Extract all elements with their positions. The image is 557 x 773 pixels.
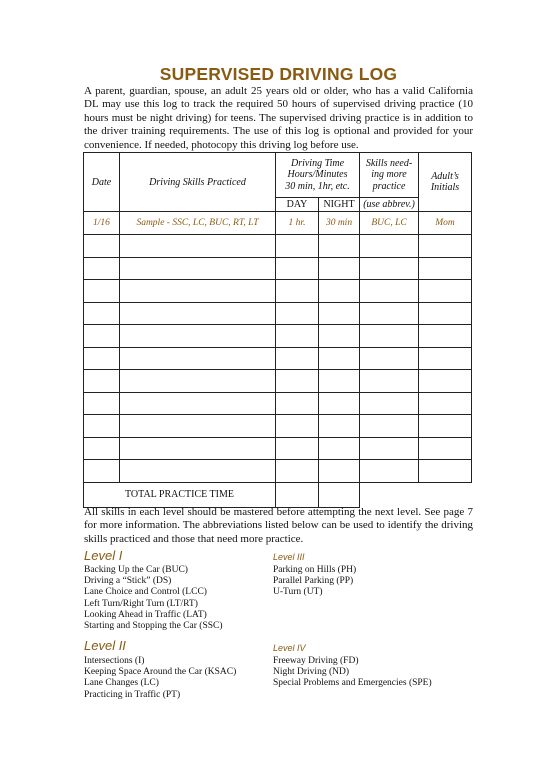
list-item: Keeping Space Around the Car (KSAC)	[84, 667, 237, 678]
list-item: Practicing in Traffic (PT)	[84, 689, 181, 700]
sample-skills: Sample - SSC, LC, BUC, RT, LT	[120, 212, 276, 235]
list-item: Backing Up the Car (BUC)	[84, 565, 188, 575]
night-cell[interactable]	[319, 460, 360, 483]
need-cell[interactable]	[360, 460, 419, 483]
day-cell[interactable]	[276, 347, 319, 370]
list-item: Night Driving (ND)	[273, 667, 349, 678]
skills-needing-practice-header	[360, 153, 419, 198]
driving-time-line2: Hours/Minutes	[287, 169, 348, 181]
night-cell[interactable]	[319, 347, 360, 370]
list-item: Parking on Hills (PH)	[273, 565, 357, 575]
abbrev-header: (use abbrev.)	[360, 198, 419, 212]
initials-line2: Initials	[430, 182, 460, 193]
table-row	[84, 370, 472, 393]
levels-intro-paragraph: All skills in each level should be mastered before attempting the next level. See page 7 for more information. The abbreviations listed below can be used to identify the driving skills practiced and those that need more practice.	[84, 506, 473, 545]
night-cell[interactable]	[319, 280, 360, 303]
date-cell[interactable]	[84, 257, 120, 280]
night-cell[interactable]	[319, 325, 360, 348]
need-cell[interactable]	[360, 415, 419, 438]
day-cell[interactable]	[276, 437, 319, 460]
list-item: Starting and Stopping the Car (SSC)	[84, 621, 223, 632]
night-cell[interactable]	[319, 415, 360, 438]
skills-cell[interactable]	[120, 325, 276, 348]
night-cell[interactable]	[319, 235, 360, 258]
need-cell[interactable]	[360, 235, 419, 258]
list-item: Parallel Parking (PP)	[273, 576, 354, 587]
day-cell[interactable]	[276, 460, 319, 483]
table-row	[84, 325, 472, 348]
night-cell[interactable]	[319, 257, 360, 280]
level4-list	[273, 656, 432, 690]
initials-cell[interactable]	[419, 257, 472, 280]
day-cell[interactable]	[276, 392, 319, 415]
sample-initials: Mom	[419, 212, 472, 235]
total-blank	[360, 482, 472, 507]
night-cell[interactable]	[319, 392, 360, 415]
date-cell[interactable]	[84, 302, 120, 325]
day-cell[interactable]	[276, 370, 319, 393]
date-cell[interactable]	[84, 460, 120, 483]
day-cell[interactable]	[276, 325, 319, 348]
sample-row	[84, 212, 472, 235]
skills-cell[interactable]	[120, 235, 276, 258]
list-item: Lane Choice and Control (LCC)	[84, 587, 207, 598]
skills-cell[interactable]	[120, 460, 276, 483]
need-line1: Skills need-	[365, 157, 413, 169]
skills-header: Driving Skills Practiced	[120, 153, 276, 212]
skills-cell[interactable]	[120, 347, 276, 370]
sample-need: BUC, LC	[360, 212, 419, 235]
intro-paragraph: A parent, guardian, spouse, an adult 25 years old or older, who has a valid California DL may use this log to track the required 50 hours of supervised driving practice (10 hours must be night driving) for teens. The supervised driving practice is in addition to the driver training requirements. The use of this log is optional and provided for your convenience. If needed, photocopy this driving log before use.	[84, 85, 473, 151]
table-row	[84, 415, 472, 438]
table-row	[84, 392, 472, 415]
skills-cell[interactable]	[120, 302, 276, 325]
need-line3: practice	[372, 180, 406, 192]
table-row	[84, 460, 472, 483]
list-item: Driving a “Stick” (DS)	[84, 576, 172, 587]
initials-cell[interactable]	[419, 302, 472, 325]
need-cell[interactable]	[360, 347, 419, 370]
level2-list	[84, 656, 236, 701]
initials-line1: Adult’s	[431, 170, 459, 182]
total-night-cell[interactable]	[319, 482, 360, 507]
date-cell[interactable]	[84, 280, 120, 303]
total-practice-time-label: TOTAL PRACTICE TIME	[84, 482, 276, 507]
need-cell[interactable]	[360, 280, 419, 303]
level3-list	[273, 565, 356, 599]
total-row	[84, 482, 472, 507]
need-cell[interactable]	[360, 392, 419, 415]
day-cell[interactable]	[276, 302, 319, 325]
level1-heading: Level I	[84, 548, 123, 563]
table-header-row	[84, 153, 472, 198]
table-row	[84, 347, 472, 370]
need-cell[interactable]	[360, 257, 419, 280]
date-cell[interactable]	[84, 347, 120, 370]
skills-cell[interactable]	[120, 415, 276, 438]
night-header: NIGHT	[319, 198, 360, 212]
skills-cell[interactable]	[120, 392, 276, 415]
night-cell[interactable]	[319, 370, 360, 393]
initials-cell[interactable]	[419, 347, 472, 370]
initials-cell[interactable]	[419, 235, 472, 258]
night-cell[interactable]	[319, 437, 360, 460]
driving-log-table	[83, 152, 472, 508]
list-item: U-Turn (UT)	[273, 587, 323, 598]
list-item: Freeway Driving (FD)	[273, 656, 359, 666]
skills-cell[interactable]	[120, 257, 276, 280]
date-cell[interactable]	[84, 437, 120, 460]
day-cell[interactable]	[276, 257, 319, 280]
list-item: Special Problems and Emergencies (SPE)	[273, 678, 432, 689]
initials-cell[interactable]	[419, 370, 472, 393]
list-item: Left Turn/Right Turn (LT/RT)	[84, 598, 198, 609]
list-item: Looking Ahead in Traffic (LAT)	[84, 609, 207, 620]
day-cell[interactable]	[276, 235, 319, 258]
initials-cell[interactable]	[419, 280, 472, 303]
need-cell[interactable]	[360, 325, 419, 348]
page-title: SUPERVISED DRIVING LOG	[159, 64, 398, 84]
date-cell[interactable]	[84, 325, 120, 348]
day-cell[interactable]	[276, 415, 319, 438]
date-header: Date	[84, 153, 120, 212]
sample-night: 30 min	[319, 212, 360, 235]
table-row	[84, 280, 472, 303]
driving-time-header	[276, 153, 360, 198]
sample-day: 1 hr.	[276, 212, 319, 235]
initials-header	[419, 153, 472, 212]
driving-time-line3: 30 min, 1hr, etc.	[285, 180, 350, 192]
total-day-cell[interactable]	[276, 482, 319, 507]
level3-heading: Level III	[273, 552, 305, 562]
table-row	[84, 235, 472, 258]
date-cell[interactable]	[84, 235, 120, 258]
skills-cell[interactable]	[120, 280, 276, 303]
list-item: Lane Changes (LC)	[84, 678, 159, 689]
initials-cell[interactable]	[419, 415, 472, 438]
date-cell[interactable]	[84, 370, 120, 393]
day-cell[interactable]	[276, 280, 319, 303]
need-cell[interactable]	[360, 302, 419, 325]
level1-list	[84, 565, 223, 632]
table-row	[84, 257, 472, 280]
need-line2: ing more	[371, 169, 407, 181]
initials-cell[interactable]	[419, 437, 472, 460]
initials-cell[interactable]	[419, 325, 472, 348]
list-item: Intersections (I)	[84, 656, 145, 666]
day-header: DAY	[276, 198, 319, 212]
initials-cell[interactable]	[419, 460, 472, 483]
driving-time-line1: Driving Time	[290, 157, 345, 169]
table-row	[84, 302, 472, 325]
date-cell[interactable]	[84, 392, 120, 415]
initials-cell[interactable]	[419, 392, 472, 415]
skills-cell[interactable]	[120, 437, 276, 460]
need-cell[interactable]	[360, 370, 419, 393]
night-cell[interactable]	[319, 302, 360, 325]
need-cell[interactable]	[360, 437, 419, 460]
level4-heading: Level IV	[273, 643, 306, 653]
skills-cell[interactable]	[120, 370, 276, 393]
date-cell[interactable]	[84, 415, 120, 438]
table-row	[84, 437, 472, 460]
level2-heading: Level II	[84, 638, 126, 653]
sample-date: 1/16	[84, 212, 120, 235]
